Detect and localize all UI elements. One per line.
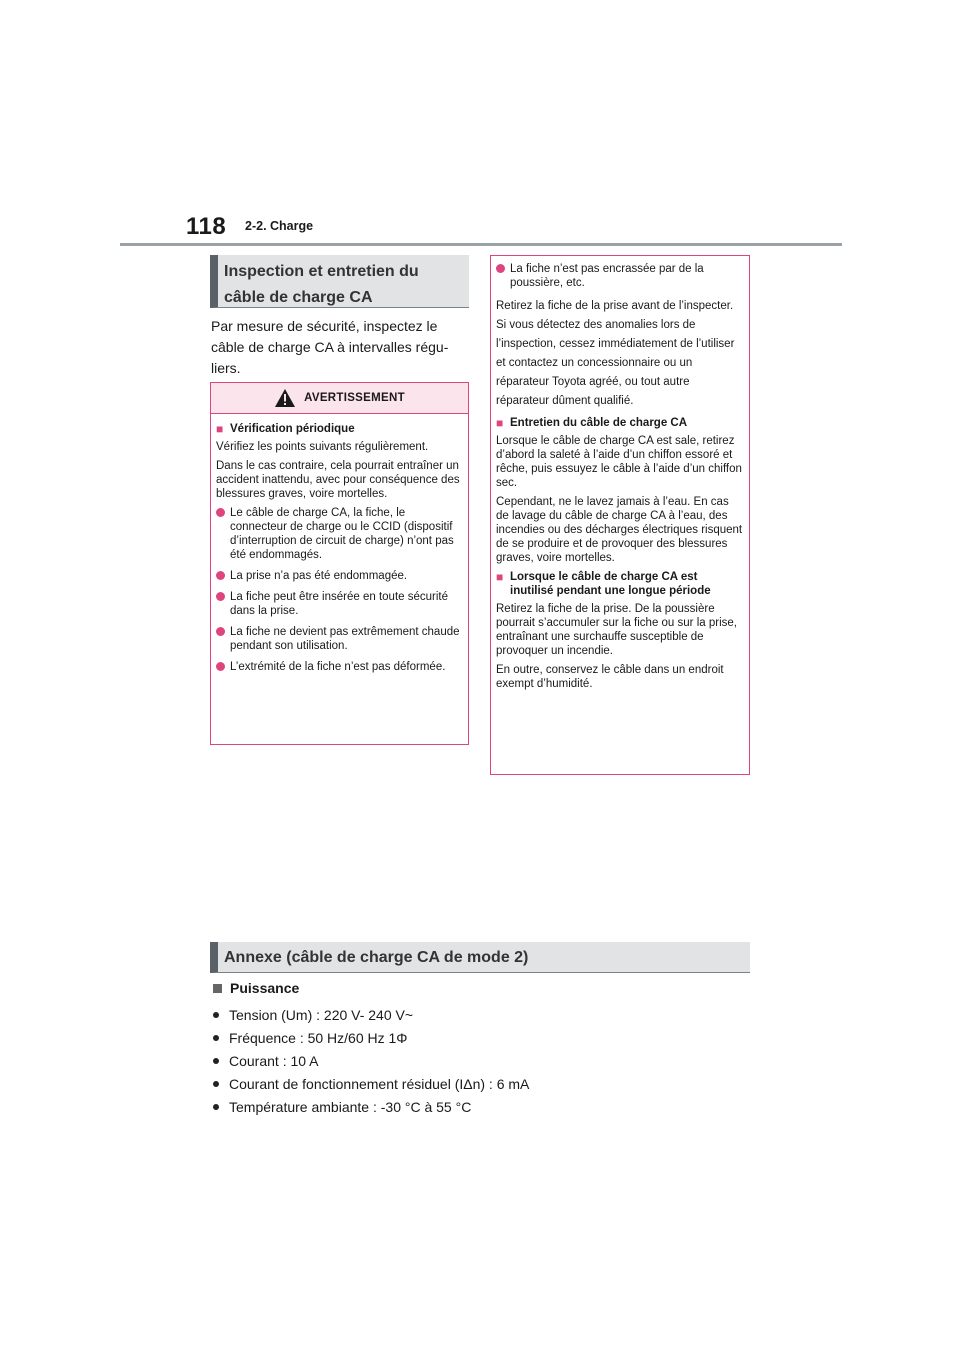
list-item: La fiche ne devient pas extrêmement chaude pendant son utilisation. [216,625,462,653]
warning-box [210,382,469,745]
bullet-dot-icon [216,508,225,517]
bullet-dot-icon [213,1104,219,1110]
storage-heading [496,570,743,598]
bullet-dot-icon [216,571,225,580]
spec-item-current: Courant : 10 A [211,1049,529,1072]
square-bullet-icon: ■ [496,570,504,584]
periodic-text-1: Vérifiez les points suivants régulièrement. [216,441,429,453]
page-number: 118 [186,213,227,240]
header-rule [120,243,842,246]
maintenance-heading [496,416,743,430]
bullet-dot-icon [216,662,225,671]
list-item: Le câble de charge CA, la fiche, le connecteur de charge ou le CCID (dispositif d’interruption de circuit de charge) n’ont pas été endommagés. [216,506,462,562]
square-bullet-icon: ■ [216,422,224,436]
spec-item-voltage: Tension (Um) : 220 V- 240 V~ [211,1003,529,1026]
spec-title: Puissance [230,980,300,996]
spec-item-residual-current: Courant de fonctionnement résiduel (IΔn) : 6 mA [211,1072,529,1095]
spec-list [211,1003,529,1118]
square-bullet-icon: ■ [496,416,504,430]
maintenance-text-2: Cependant, ne le lavez jamais à l’eau. En cas de lavage du câble de charge CA à l’eau, des incendies ou des décharges électriques risquent de se produire et de provoquer des blessures graves, voire mortelles. [496,496,743,564]
spec-item-temperature: Température ambiante : -30 °C à 55 °C [211,1095,529,1118]
bullet-dot-icon [213,1081,219,1087]
periodic-title: Vérification périodique [230,423,355,435]
anomaly-text: Retirez la fiche de la prise avant de l’inspecter. Si vous détectez des anomalies lors de l’inspection, cessez immédiatement de l’utiliser et contactez un concessionnaire ou un réparateur Toyota agréé, ou tout autre réparateur dûment qualifié. [496,300,735,407]
bullet-dot-icon [216,592,225,601]
bullet-dot-icon [213,1058,219,1064]
square-bullet-icon [213,984,222,993]
spec-heading [213,980,299,996]
section-title-inspection: Inspection et entretien du câble de charge CA [210,255,469,308]
periodic-heading [216,422,462,436]
warning-header [211,383,468,414]
bullet-dot-icon [213,1012,219,1018]
chapter-title: 2-2. Charge [245,219,314,233]
maintenance-text-1: Lorsque le câble de charge CA est sale, retirez d’abord la saleté à l’aide d’un chiffon essoré et rêche, puis essuyez le câble à l’aide d’un chiffon sec. [496,435,742,489]
warning-label: AVERTISSEMENT [304,392,405,404]
list-item: La prise n’a pas été endommagée. [216,569,462,583]
list-item: La fiche peut être insérée en toute sécurité dans la prise. [216,590,462,618]
list-item: L’extrémité de la fiche n’est pas déformée. [216,660,462,674]
bullet-dot-icon [496,264,505,273]
storage-title: Lorsque le câble de charge CA est inutilisé pendant une longue période [510,571,711,597]
maintenance-title: Entretien du câble de charge CA [510,417,688,429]
warning-triangle-icon [274,388,296,408]
bullet-dot-icon [213,1035,219,1041]
periodic-text-2: Dans le cas contraire, cela pourrait entraîner un accident inattendu, avec pour conséquence des blessures graves, voire mortelles. [216,460,460,500]
storage-text-2: En outre, conservez le câble dans un endroit exempt d’humidité. [496,664,724,690]
storage-text-1: Retirez la fiche de la prise. De la poussière pourrait s’accumuler sur la fiche ou sur la prise, entraînant une surchauffe susceptible de provoquer un incendie. [496,603,737,657]
spec-item-frequency: Fréquence : 50 Hz/60 Hz 1Φ [211,1026,529,1049]
warning-box-continued [490,255,750,775]
bullet-dot-icon [216,627,225,636]
intro-text: Par mesure de sécurité, inspectez le câble de charge CA à intervalles réguliers. [211,318,449,376]
section-title-annex: Annexe (câble de charge CA de mode 2) [210,942,750,973]
list-item: La fiche n’est pas encrassée par de la poussière, etc. [496,262,743,290]
